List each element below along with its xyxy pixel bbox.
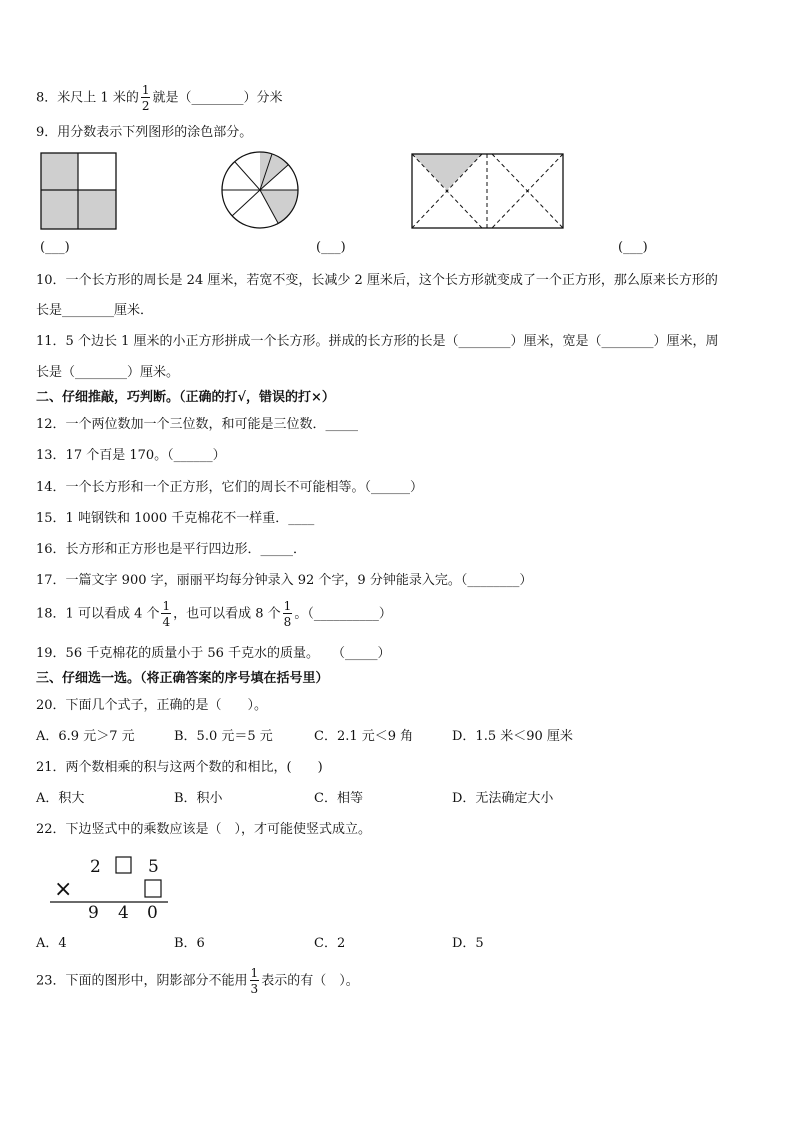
q23-frac-numerator: 1 (250, 966, 259, 980)
q18-fraction-1 (161, 600, 171, 628)
q18-frac2-denominator: 8 (283, 615, 292, 629)
q22-options (36, 935, 756, 953)
section-2-heading: 二、仔细推敲，巧判断。（正确的打√，错误的打×） (36, 390, 335, 405)
q20-option-b[interactable]: B．5.0 元＝5 元 (174, 729, 273, 744)
q8-frac-numerator: 1 (141, 83, 150, 97)
q23-prefix: 23．下面的图形中，阴影部分不能用 (36, 973, 248, 989)
q23-suffix: 表示的有（ ）。 (261, 973, 359, 989)
q9-rectangle-figure (410, 152, 566, 230)
q18-middle: ，也可以看成 8 个 (173, 606, 281, 622)
question-22: 22．下边竖式中的乘数应该是（ ），才可能使竖式成立。 (36, 822, 372, 837)
q21-options (36, 790, 756, 808)
q20-option-c[interactable]: C．2.1 元＜9 角 (314, 729, 414, 744)
q9-blank-2[interactable]: (___) (316, 240, 346, 255)
q8-frac-denominator: 2 (141, 99, 150, 113)
q23-frac-denominator: 3 (250, 982, 259, 996)
vm-box-top (116, 857, 131, 873)
q20-option-a[interactable]: A．6.9 元＞7 元 (36, 729, 135, 744)
q8-number: 8． (36, 90, 58, 106)
question-23 (36, 967, 359, 995)
question-12: 12．一个两位数加一个三位数，和可能是三位数．_____ (36, 417, 359, 432)
q9-circle-figure (220, 150, 300, 230)
question-9: 9．用分数表示下列图形的涂色部分。 (36, 125, 253, 140)
q18-suffix: 。（__________） (294, 606, 392, 622)
question-13: 13．17 个百是 170。（______） (36, 448, 226, 463)
question-18 (36, 600, 392, 628)
q8-prefix: 米尺上 1 米的 (57, 90, 139, 106)
vm-digit-2: 2 (90, 857, 101, 877)
question-14: 14．一个长方形和一个正方形，它们的周长不可能相等。（______） (36, 480, 424, 495)
vm-box-multiplier (145, 880, 161, 897)
question-17: 17．一篇文字 900 字，丽丽平均每分钟录入 92 个字，9 分钟能录入完。（________） (36, 573, 533, 588)
question-11-line-1: 11．5 个边长 1 厘米的小正方形拼成一个长方形。拼成的长方形的长是（________）厘米，宽是（________）厘米，周 (36, 334, 719, 349)
q20-options (36, 728, 756, 746)
question-10-line-2: 长是________厘米． (36, 303, 154, 318)
q18-frac1-denominator: 4 (162, 615, 171, 629)
question-21: 21．两个数相乘的积与这两个数的和相比，( ) (36, 760, 323, 775)
q8-fraction (141, 84, 151, 112)
vm-result-9: 9 (88, 903, 99, 922)
q22-vertical-multiplication (44, 852, 174, 922)
q9-blank-3[interactable]: (___) (618, 240, 648, 255)
q22-option-a[interactable]: A．4 (36, 936, 67, 951)
q18-fraction-2 (283, 600, 293, 628)
q22-option-d[interactable]: D．5 (452, 936, 484, 951)
square-shaded-top-left (41, 153, 78, 190)
section-3-heading: 三、仔细选一选。（将正确答案的序号填在括号里） (36, 671, 329, 686)
question-16: 16．长方形和正方形也是平行四边形．_____． (36, 542, 307, 557)
vm-times-sign: × (54, 877, 73, 902)
vm-result-4: 4 (118, 903, 129, 922)
q22-option-c[interactable]: C．2 (314, 936, 346, 951)
question-8 (36, 84, 282, 112)
question-10-line-1: 10．一个长方形的周长是 24 厘米，若宽不变，长减少 2 厘米后，这个长方形就变成了一个正方形，那么原来长方形的 (36, 273, 718, 288)
question-11-line-2: 长是（________）厘米。 (36, 365, 180, 380)
q23-fraction (250, 967, 260, 995)
q18-prefix: 18．1 可以看成 4 个 (36, 606, 160, 622)
vm-result-0: 0 (147, 903, 158, 922)
question-19: 19．56 千克棉花的质量小于 56 千克水的质量。 （_____） (36, 646, 391, 661)
vm-digit-5: 5 (148, 857, 159, 877)
rect-shaded-triangle (412, 154, 482, 190)
q9-blank-1[interactable]: (___) (40, 240, 70, 255)
q21-option-c[interactable]: C．相等 (314, 791, 363, 806)
q22-option-b[interactable]: B．6 (174, 936, 205, 951)
q21-option-b[interactable]: B．积小 (174, 791, 223, 806)
q9-square-figure (40, 152, 117, 230)
circle-shaded-sector-lower-right (260, 190, 298, 223)
q21-option-a[interactable]: A．积大 (36, 791, 85, 806)
q20-option-d[interactable]: D．1.5 米＜90 厘米 (452, 729, 573, 744)
question-20: 20．下面几个式子，正确的是（ ）。 (36, 698, 268, 713)
question-15: 15．1 吨钢铁和 1000 千克棉花不一样重．____ (36, 511, 315, 526)
q18-frac1-numerator: 1 (162, 599, 171, 613)
q18-frac2-numerator: 1 (283, 599, 292, 613)
q8-suffix: 就是（________）分米 (152, 90, 283, 106)
q21-option-d[interactable]: D．无法确定大小 (452, 791, 554, 806)
